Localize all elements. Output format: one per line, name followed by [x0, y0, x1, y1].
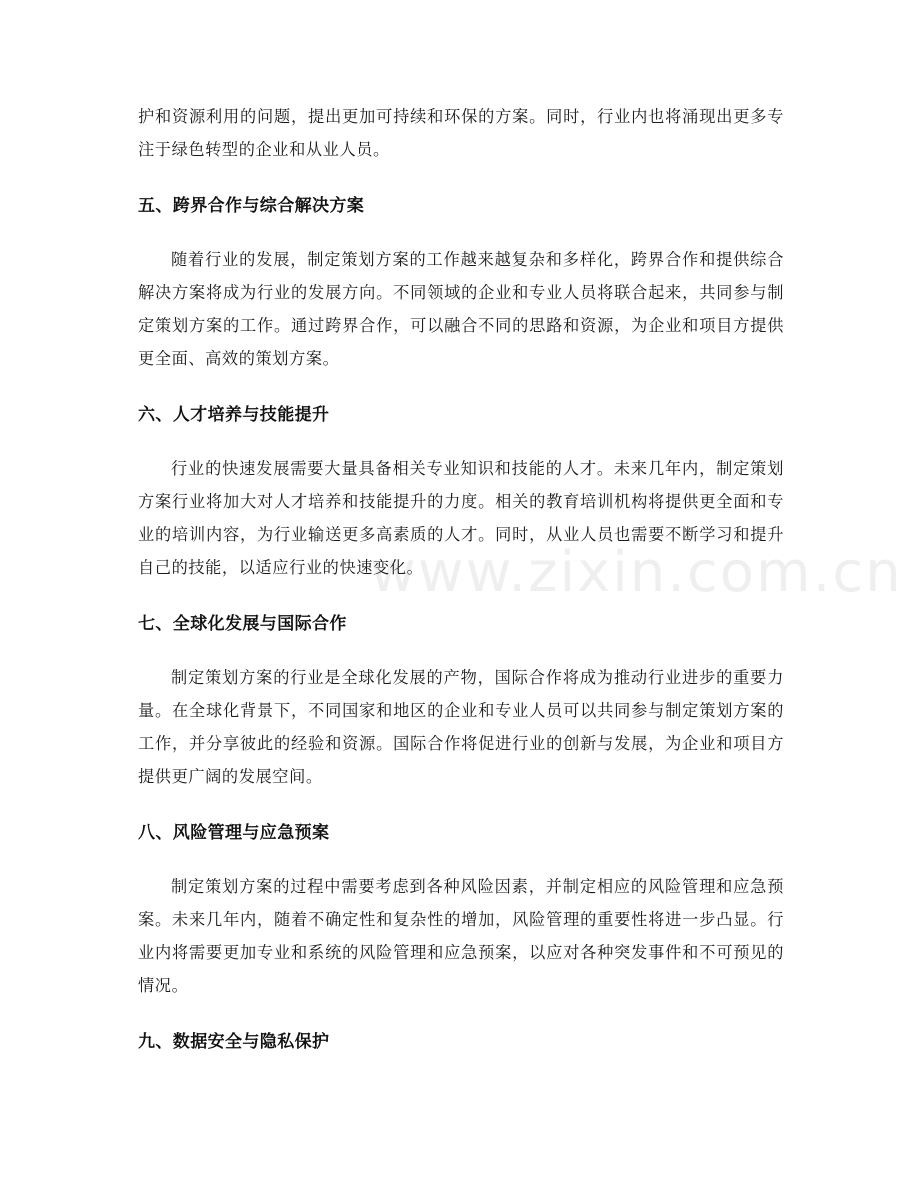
section-5-heading: 五、跨界合作与综合解决方案: [138, 196, 365, 216]
section-5-body: 随着行业的发展，制定策划方案的工作越来越复杂和多样化，跨界合作和提供综合解决方案将成为行业的发展方向。不同领域的企业和专业人员将联合起来，共同参与制定策划方案的工作。通过跨界合作，可以融合不同的思路和资源，为企业和项目方提供更全面、高效的策划方案。: [138, 250, 784, 368]
intro-paragraph: 护和资源利用的问题，提出更加可持续和环保的方案。同时，行业内也将涌现出更多专注于绿色转型的企业和从业人员。: [138, 107, 784, 159]
section-8-heading: 八、风险管理与应急预案: [138, 823, 330, 843]
document-body: [138, 100, 784, 1059]
section-6-body: 行业的快速发展需要大量具备相关专业知识和技能的人才。未来几年内，制定策划方案行业将加大对人才培养和技能提升的力度。相关的教育培训机构将提供更全面和专业的培训内容，为行业输送更多高素质的人才。同时，从业人员也需要不断学习和提升自己的技能，以适应行业的快速变化。: [138, 459, 784, 577]
section-9-heading: 九、数据安全与隐私保护: [138, 1032, 330, 1052]
section-6-heading: 六、人才培养与技能提升: [138, 405, 330, 425]
section-7-heading: 七、全球化发展与国际合作: [138, 614, 347, 634]
section-7-body: 制定策划方案的行业是全球化发展的产物，国际合作将成为推动行业进步的重要力量。在全球化背景下，不同国家和地区的企业和专业人员可以共同参与制定策划方案的工作，并分享彼此的经验和资源。国际合作将促进行业的创新与发展，为企业和项目方提供更广阔的发展空间。: [138, 668, 784, 786]
watermark: www.zixin.com.cn: [370, 540, 903, 605]
section-8-body: 制定策划方案的过程中需要考虑到各种风险因素，并制定相应的风险管理和应急预案。未来几年内，随着不确定性和复杂性的增加，风险管理的重要性将进一步凸显。行业内将需要更加专业和系统的风险管理和应急预案，以应对各种突发事件和不可预见的情况。: [138, 877, 784, 995]
